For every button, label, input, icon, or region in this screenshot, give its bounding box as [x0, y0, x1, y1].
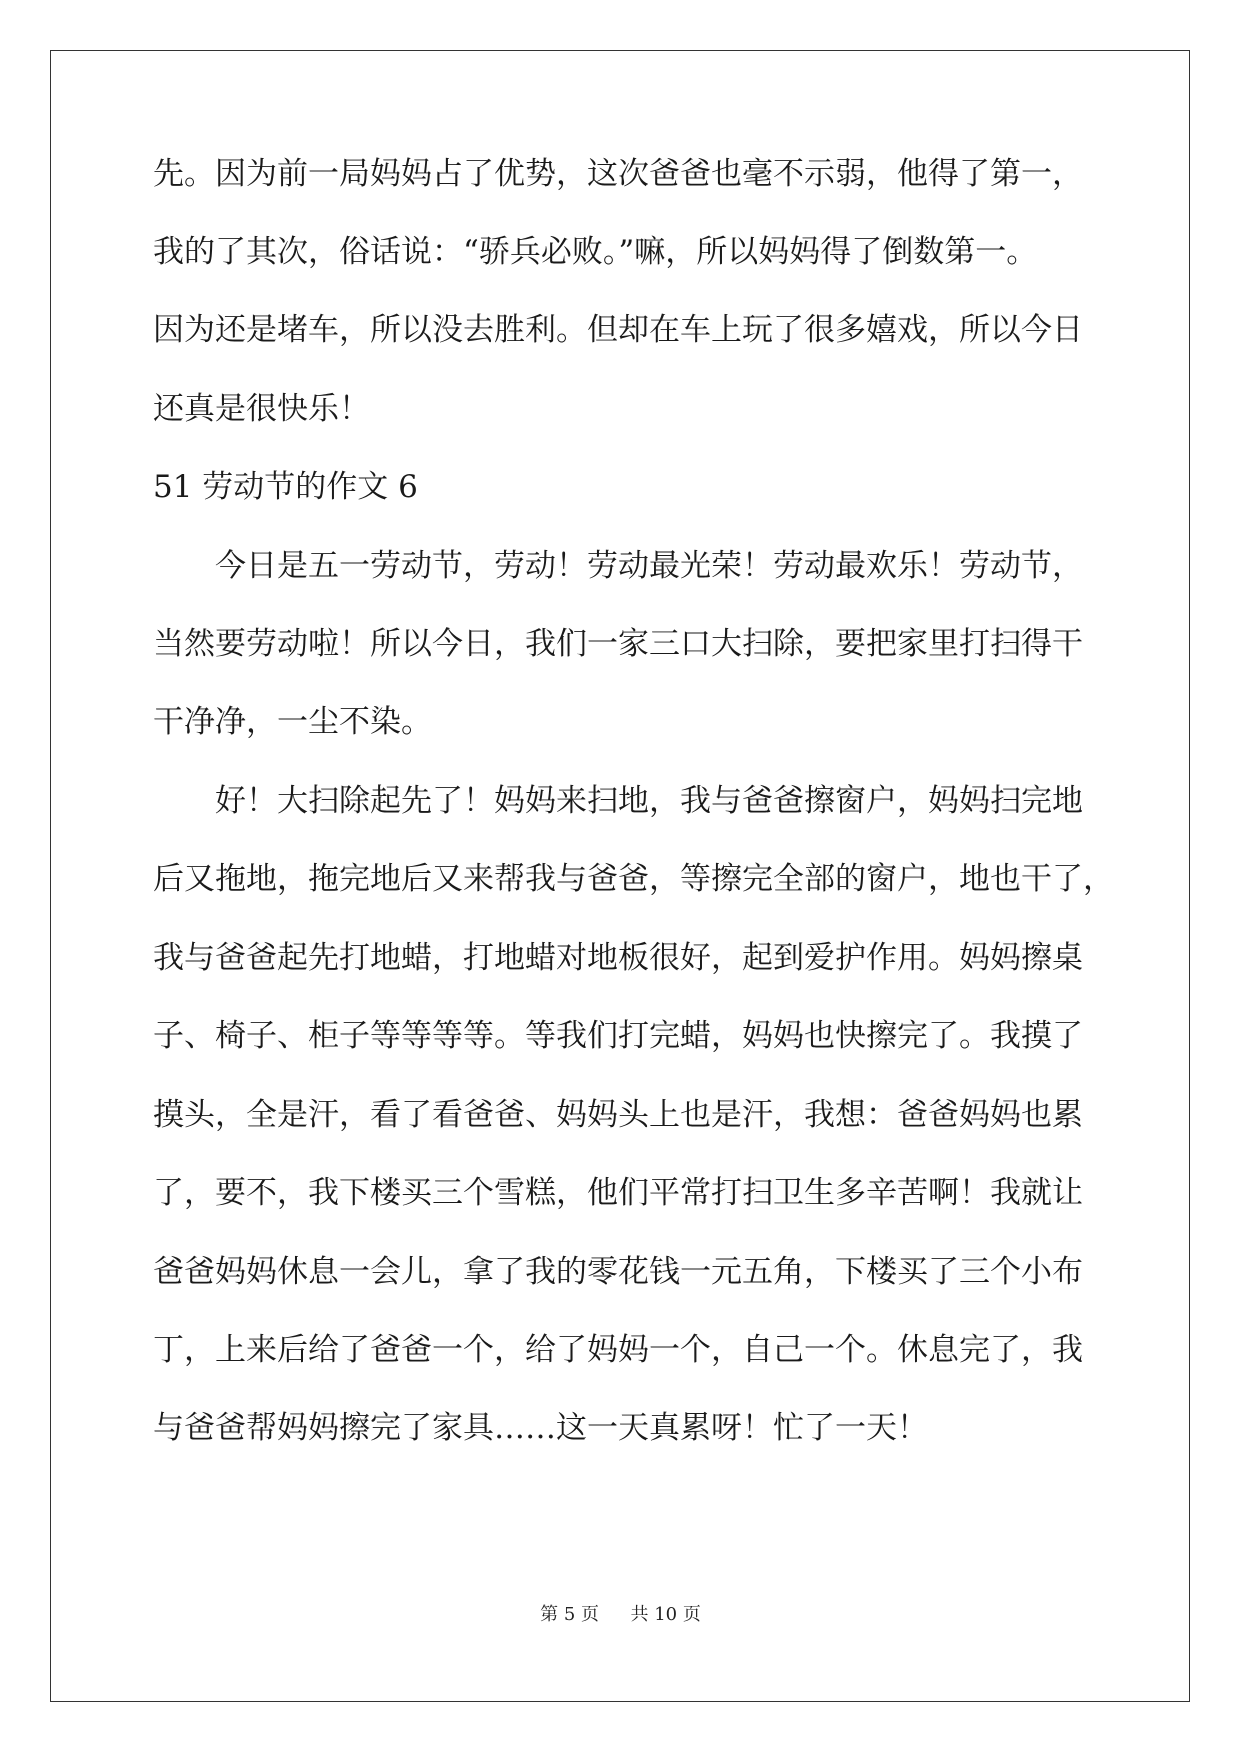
body-text-line: 我与爸爸起先打地蜡，打地蜡对地板很好，起到爱护作用。妈妈擦桌 — [153, 940, 1083, 976]
body-text-line: 爸爸妈妈休息一会儿，拿了我的零花钱一元五角，下楼买了三个小布 — [153, 1254, 1083, 1290]
total-pages: 共 10 页 — [630, 1604, 701, 1625]
body-text-line: 子、椅子、柜子等等等等。等我们打完蜡，妈妈也快擦完了。我摸了 — [153, 1018, 1083, 1054]
body-text-line: 今日是五一劳动节，劳动！劳动最光荣！劳动最欢乐！劳动节， — [215, 548, 1083, 584]
body-text-line: 干净净，一尘不染。 — [153, 704, 432, 740]
section-heading: 51 劳动节的作文 6 — [153, 469, 418, 505]
body-text-line: 与爸爸帮妈妈擦完了家具……这一天真累呀！忙了一天！ — [153, 1410, 928, 1446]
body-text-line: 摸头，全是汗，看了看爸爸、妈妈头上也是汗，我想：爸爸妈妈也累 — [153, 1097, 1083, 1133]
body-text-line: 当然要劳动啦！所以今日，我们一家三口大扫除，要把家里打扫得干 — [153, 626, 1083, 662]
body-text-line: 先。因为前一局妈妈占了优势，这次爸爸也毫不示弱，他得了第一， — [153, 156, 1083, 192]
page-number: 第 5 页 — [540, 1604, 600, 1625]
body-text-line: 因为还是堵车，所以没去胜利。但却在车上玩了很多嬉戏，所以今日 — [153, 312, 1083, 348]
body-text-line: 还真是很快乐！ — [153, 391, 370, 427]
body-text-line: 我的了其次，俗话说：“骄兵必败。”嘛，所以妈妈得了倒数第一。 — [153, 234, 1038, 270]
body-text-line: 了，要不，我下楼买三个雪糕，他们平常打扫卫生多辛苦啊！我就让 — [153, 1175, 1083, 1211]
body-text-line: 丁，上来后给了爸爸一个，给了妈妈一个，自己一个。休息完了，我 — [153, 1332, 1083, 1368]
body-text-line: 后又拖地，拖完地后又来帮我与爸爸，等擦完全部的窗户，地也干了， — [153, 861, 1114, 897]
body-text-line: 好！大扫除起先了！妈妈来扫地，我与爸爸擦窗户，妈妈扫完地 — [215, 783, 1083, 819]
page-footer — [0, 1603, 1241, 1627]
